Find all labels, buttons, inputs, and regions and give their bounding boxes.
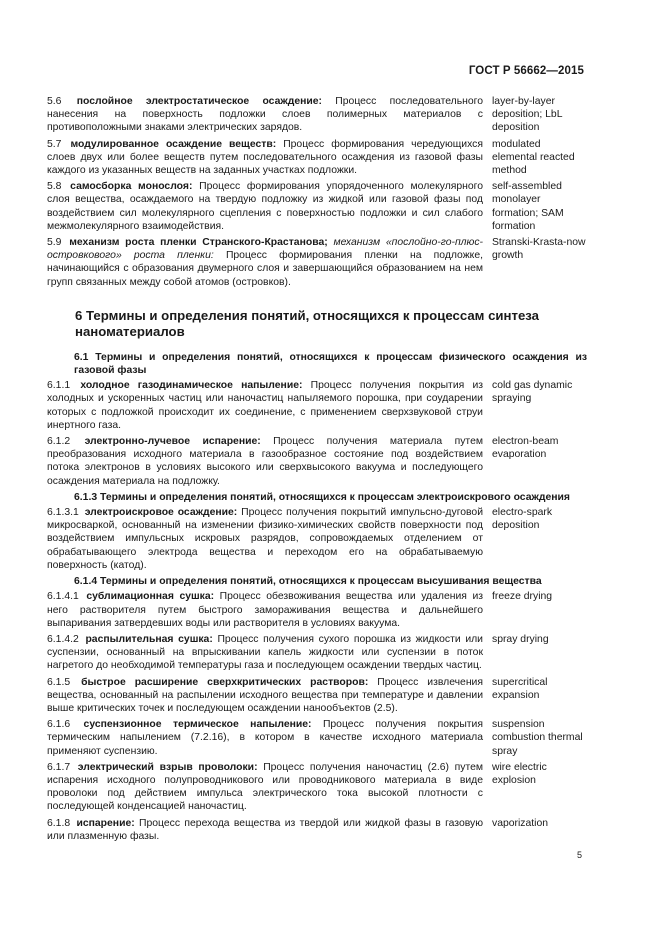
- term-number: 6.1.8: [47, 817, 71, 829]
- term-number: 6.1.1: [47, 380, 71, 392]
- subsection-6-1-3-title: 6.1.3 Термины и определения понятий, относящихся к процессам электроискрового осаждения: [74, 491, 570, 503]
- term-entry: [47, 379, 587, 432]
- page-number: 5: [577, 850, 583, 860]
- term-definition-text: Процесс обезвоживания вещества или удаления из него растворителя путем быстрого замораживания вещества и дальнейшего выпаривания затвердевших воды или растворителя в условиях вакуума.: [47, 591, 484, 629]
- term-number: 6.1.3.1: [47, 507, 79, 519]
- term-number: 6.1.7: [47, 761, 71, 773]
- term-english-equivalent: supercritical expansion: [492, 676, 548, 701]
- term-number: 6.1.2: [47, 436, 71, 448]
- term-english-equivalent: electro-spark deposition: [492, 507, 553, 532]
- term-alternative-name: механизм «послойно-го-плюс-островкового» роста пленки:: [47, 237, 484, 262]
- term-name: электроискровое осаждение:: [84, 507, 238, 519]
- term-number: 6.1.4.1: [47, 591, 79, 603]
- term-number: 6.1.4.2: [47, 633, 79, 645]
- term-english-equivalent: electron-beam evaporation: [492, 436, 559, 461]
- term-definition-block: [47, 379, 483, 432]
- term-name: электронно-лучевое испарение:: [84, 436, 261, 448]
- term-definition-block: [47, 718, 483, 758]
- entries-top-group: [47, 95, 587, 289]
- term-number: 6.1.6: [47, 719, 71, 731]
- document-body: [47, 95, 587, 846]
- term-definition-text: Процесс извлечения вещества, основанный на распылении исходного вещества при температуре и давлении выше критических точек и последующем осаждении нанообъектов (2.5).: [47, 676, 483, 714]
- term-definition-text: Процесс формирования упорядоченного молекулярного слоя вещества, осаждаемого на твердую подложку из жидкой или газовой фазы под воздействием сил молекулярного сцепления с поверхностью подложки и сил слабого межмолекулярного взаимодействия.: [47, 181, 484, 232]
- term-definition-text: Процесс последовательного нанесения на поверхность подложки слоев полимерных материалов с противоположными знаками электрических зарядов.: [47, 96, 484, 134]
- term-number: 5.7: [47, 138, 62, 150]
- term-name: электрический взрыв проволоки:: [77, 761, 258, 773]
- term-english-equivalent: layer-by-layer deposition; LbL deposition: [492, 96, 563, 134]
- entries-6-1-4-group: [47, 590, 587, 843]
- term-definition-block: [47, 435, 483, 488]
- term-definition-text: Процесс формирования чередующихся слоев двух или более веществ путем последовательного осаждения из газовой фазы каждого из указанных веществ на заданных участках подложки.: [47, 138, 483, 177]
- term-entry: [47, 506, 587, 572]
- term-definition-text: Процесс получения наночастиц (2.6) путем испарения исходного полупроводникового или проводникового материала в виде проволоки под действием импульса электрического тока высокой плотности с последующей конденсацией наночастиц.: [47, 761, 484, 813]
- term-entry: [47, 180, 587, 233]
- term-entry: [47, 95, 587, 135]
- term-name: распылительная сушка:: [85, 633, 213, 645]
- term-name: испарение:: [76, 817, 135, 829]
- term-definition-block: [47, 676, 483, 716]
- term-english-equivalent: vaporization: [492, 817, 549, 829]
- term-english-equivalent: freeze drying: [492, 591, 553, 603]
- term-definition-block: [47, 506, 483, 572]
- term-english-equivalent: self-assembled monolayer formation; SAM formation: [492, 181, 564, 232]
- term-entry: [47, 676, 587, 716]
- term-definition-text: Процесс получения покрытий импульсно-дуговой микросваркой, основанный на изменении физико-химических свойств поверхности под воздействием импульсных искровых разрядов, сопровождаемых отделением от обрабатывающего электрода вещества и переходом его на обрабатываемую поверхность (катод).: [47, 507, 484, 571]
- term-definition-text: Процесс перехода вещества из твердой или жидкой фазы в газовую или плазменную фазы.: [47, 817, 483, 842]
- term-definition-block: [47, 633, 483, 673]
- term-number: 6.1.5: [47, 676, 71, 688]
- term-definition-block: [47, 138, 483, 178]
- term-name: сублимационная сушка:: [86, 591, 215, 603]
- term-number: 5.9: [47, 237, 62, 249]
- term-definition-block: [47, 236, 483, 289]
- term-definition-text: Процесс получения покрытия термическим напылением (7.2.16), в котором в качестве исходного материала применяют суспензию.: [47, 719, 483, 757]
- term-name: самосборка монослоя:: [70, 181, 193, 193]
- entries-6-1-group: [47, 379, 587, 488]
- term-definition-block: [47, 95, 483, 135]
- term-entry: [47, 590, 587, 630]
- term-name: модулированное осаждение веществ:: [70, 138, 277, 150]
- term-number: 5.8: [47, 181, 62, 193]
- term-name: механизм роста пленки Странского-Крастанова;: [69, 237, 328, 249]
- entries-6-1-3-group: [47, 506, 587, 572]
- term-entry: [47, 236, 587, 289]
- term-entry: [47, 817, 587, 843]
- term-definition-block: [47, 817, 483, 843]
- section-6-title: 6 Термины и определения понятий, относящихся к процессам синтеза наноматериалов: [75, 307, 540, 339]
- term-entry: [47, 718, 587, 758]
- term-definition-text: Процесс получения покрытия из холодных и ускоренных частиц или наночастиц напыляемого порошка, при соударении которых с подложкой происходит их соединение, с применением сверхзвуковой струи инертного газа.: [47, 380, 484, 431]
- term-entry: [47, 761, 587, 814]
- term-entry: [47, 138, 587, 178]
- term-english-equivalent: cold gas dynamic spraying: [492, 380, 573, 405]
- term-number: 5.6: [47, 96, 62, 107]
- term-definition-text: Процесс получения сухого порошка из жидкости или суспензии, основанный на впрыскивании капель жидкости или суспензии в поток нагретого до необходимой температуры газа и последующем осаждении твердых частиц.: [47, 633, 483, 672]
- term-definition-text: Процесс получения материала путем преобразования исходного материала в газообразное состояние под воздействием потока электронов в условиях высокого или сверхвысокого вакуума и последующего осаждения материала на подложку.: [47, 436, 483, 487]
- page-header-standard: ГОСТ Р 56662—2015: [468, 65, 584, 77]
- term-entry: [47, 633, 587, 673]
- term-name: холодное газодинамическое напыление:: [80, 380, 303, 392]
- term-definition-block: [47, 590, 483, 630]
- term-definition-block: [47, 180, 483, 233]
- term-english-equivalent: wire electric explosion: [492, 761, 547, 786]
- term-definition-block: [47, 761, 483, 814]
- term-name: быстрое расширение сверхкритических растворов:: [81, 676, 369, 688]
- term-english-equivalent: spray drying: [492, 633, 549, 645]
- term-name: послойное электростатическое осаждение:: [76, 96, 323, 107]
- term-english-equivalent: suspension combustion thermal spray: [492, 719, 583, 757]
- term-name: суспензионное термическое напыление:: [83, 719, 312, 731]
- term-entry: [47, 435, 587, 488]
- term-english-equivalent: modulated elemental reacted method: [492, 138, 575, 177]
- term-definition-text: Процесс формирования пленки на подложке, начинающийся с образования двумерного слоя и завершающийся образованием на нем групп связанных между собой атомов (островков).: [47, 250, 484, 288]
- subsection-6-1-title: 6.1 Термины и определения понятий, относящихся к процессам физического осаждения из газовой фазы: [74, 351, 587, 377]
- term-english-equivalent: Stranski-Krasta-now growth: [492, 237, 586, 262]
- subsection-6-1-4-title: 6.1.4 Термины и определения понятий, относящихся к процессам высушивания вещества: [74, 576, 542, 588]
